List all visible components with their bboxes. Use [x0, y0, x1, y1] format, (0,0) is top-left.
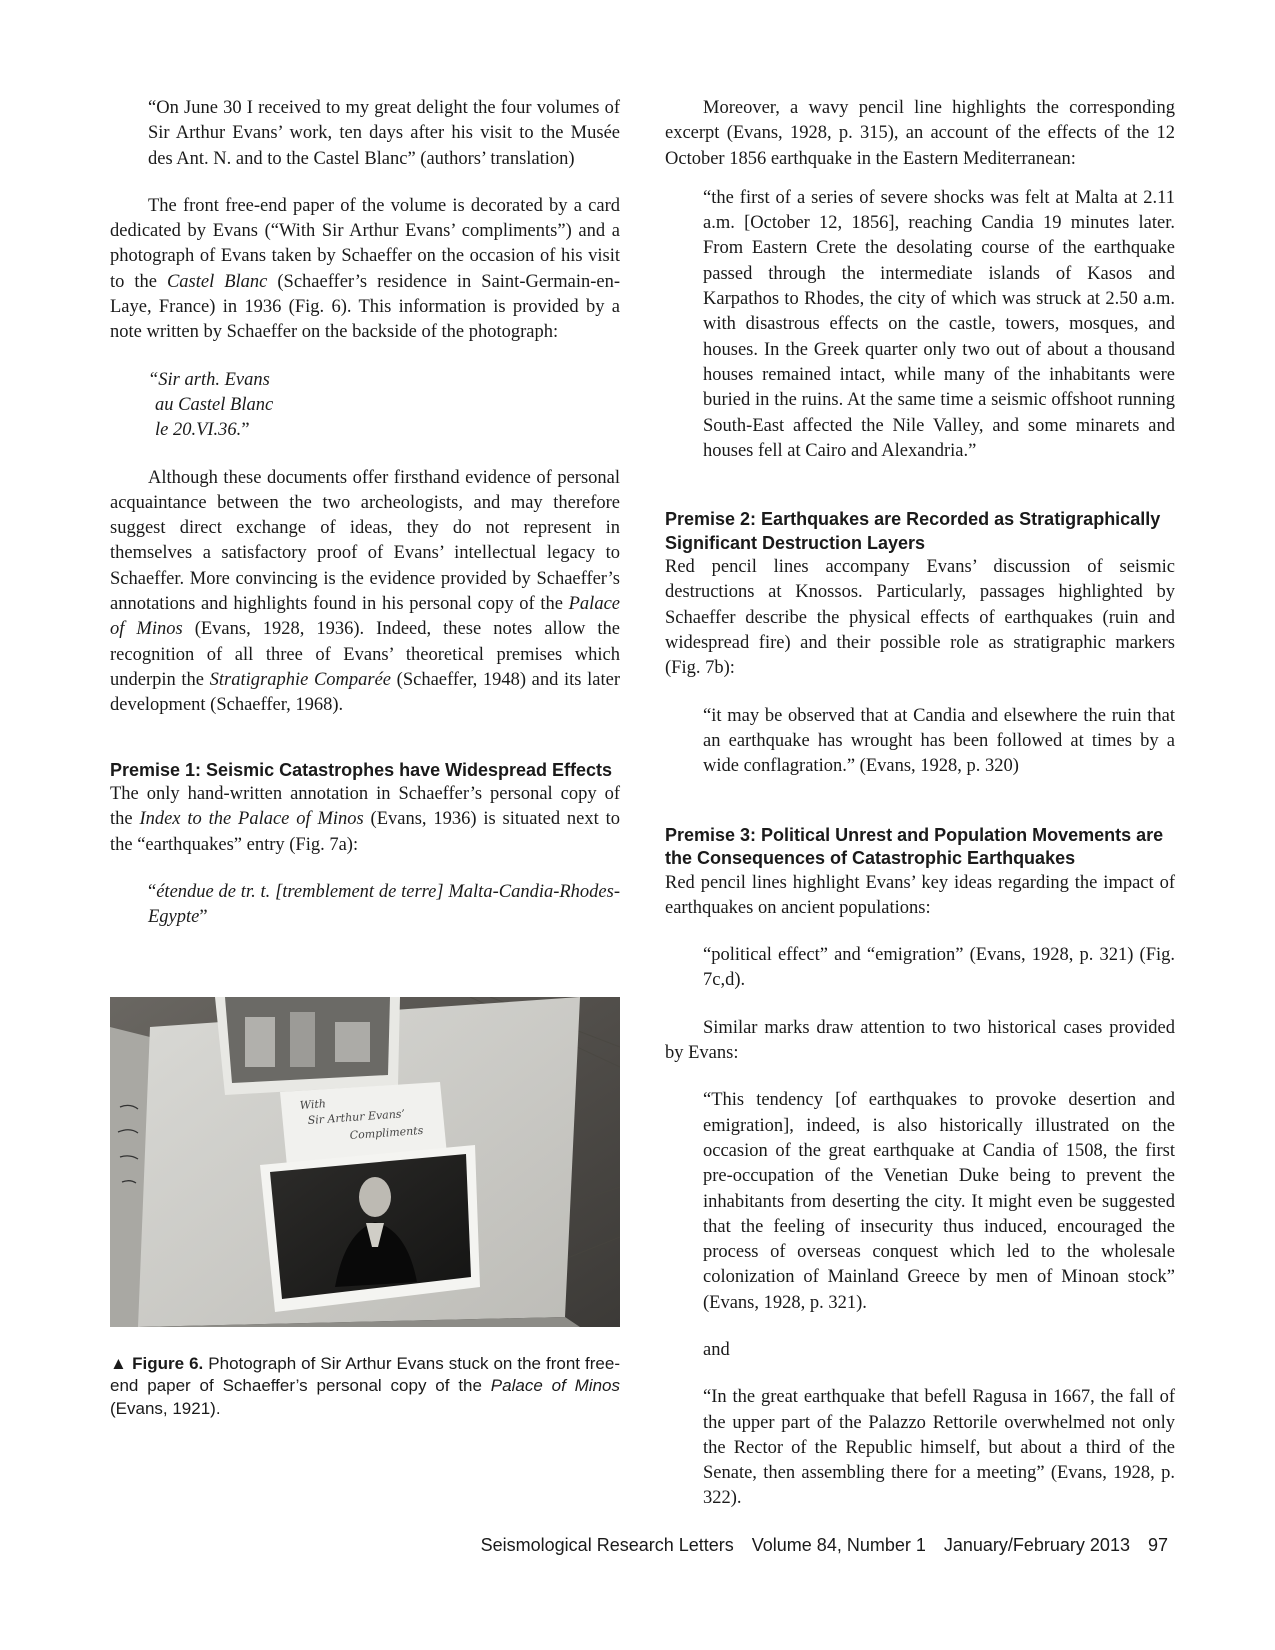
journal-name: Seismological Research Letters — [480, 1535, 734, 1555]
card-text-line: Sir Arthur Evans’ — [307, 1106, 406, 1127]
note-line: “Sir arth. Evans — [148, 369, 270, 390]
italic-run: Index to the Palace of Minos — [139, 809, 364, 830]
block-quote-annotation — [148, 880, 620, 931]
close-quote: ” — [199, 907, 208, 928]
block-quote-photo-note — [148, 368, 620, 444]
note-close-quote: ” — [241, 420, 250, 441]
block-quote-ragusa-1667: “In the great earthquake that befell Ragusa in 1667, the fall of the upper part of the Palazzo Rettorile overwhelmed not only the Rector of the Republic himself, but about a third of the Senate, then assembling there for a meeting” (Evans, 1928, p. 322). — [703, 1387, 1175, 1509]
note-line: au Castel Blanc — [155, 394, 274, 415]
issue-date: January/February 2013 — [943, 1535, 1130, 1555]
italic-run: Palace of Minos — [110, 594, 620, 640]
block-quote-conflagration: “it may be observed that at Candia and elsewhere the ruin that an earthquake has wrought has been followed at times by a wide conflagration.” (Evans, 1928, p. 320) — [703, 705, 1175, 777]
block-quote-intro: “On June 30 I received to my great delight the four volumes of Sir Arthur Evans’ work, ten days after his visit to the Musée des Ant. N. and to the Castel Blanc” (authors’ translation) — [148, 98, 620, 169]
triangle-marker-icon: ▲ — [110, 1353, 128, 1373]
section-heading-premise-3: Premise 3: Political Unrest and Population Movements are the Consequences of Catastrophic Earthquakes — [665, 824, 1164, 869]
block-quote-political-effect: “political effect” and “emigration” (Evans, 1928, p. 321) (Fig. 7c,d). — [703, 945, 1175, 991]
block-quote-1856-earthquake: “the first of a series of severe shocks was felt at Malta at 2.11 a.m. [October 12, 1856], reaching Candia 19 minutes later. From Eastern Crete the desolating course of the earthquake passed through the intermediate islands of Kasos and Karpathos to Rhodes, the city of which was struck at 2.50 a.m. with disastrous effects on the castle, towers, mosques, and houses. In the Greek quarter only two out of about a thousand houses remained intact, while many of the inhabitants were buried in the ruins. At the same time a seismic offshoot running South-East affected the Nile Valley, and some minarets and houses fell at Cairo and Alexandria.” — [703, 187, 1175, 461]
text-run: The front free-end paper of the volume is decorated by a card dedicated by Evans (“With Sir Arthur Evans’ compliments”) and a photograph of Evans taken by Schaeffer on the occasion of his visit to the — [110, 195, 620, 292]
open-quote: “ — [148, 881, 157, 902]
figure-label: Figure 6. — [132, 1353, 204, 1373]
text-run: (Schaeffer, 1948) and its later development (Schaeffer, 1968). — [110, 669, 620, 716]
block-quote-candia-1508: “This tendency [of earthquakes to provoke desertion and emigration], indeed, is also historically illustrated on the occasion of the great earthquake at Candia of 1508, the first pre-occupation of the Venetian Duke being to prevent the inhabitants from deserting the city. It might even be suggested that the feeling of insecurity thus induced, encouraged the process of overseas conquest which led to the wholesale colonization of Mainland Greece by men of Minoan stock” (Evans, 1928, p. 321). — [703, 1090, 1175, 1313]
right-column — [665, 96, 1175, 1512]
section-heading-premise-1: Premise 1: Seismic Catastrophes have Widespread Effects — [110, 759, 613, 780]
section-heading-premise-2: Premise 2: Earthquakes are Recorded as Stratigraphically Significant Destruction Layers — [665, 509, 1161, 553]
text-run: (Evans, 1921). — [110, 1398, 221, 1418]
text-run: (Evans, 1936) is situated next to the “earthquakes” entry (Fig. 7a): — [110, 809, 620, 855]
paragraph-evidence — [110, 466, 620, 719]
paragraph-premise-2: Red pencil lines accompany Evans’ discussion of seismic destructions at Knossos. Particularly, passages highlighted by Schaeffer describe the physical effects of earthquakes (ruin and widespread fire) and their possible role as stratigraphic markers (Fig. 7b): — [665, 557, 1175, 679]
italic-run: Stratigraphie Comparée — [209, 669, 392, 690]
book-photo-illustration — [110, 997, 620, 1327]
evans-face — [359, 1177, 391, 1217]
paragraph-premise-3: Red pencil lines highlight Evans’ key ideas regarding the impact of earthquakes on ancient populations: — [665, 872, 1175, 918]
page-number: 97 — [1147, 1535, 1168, 1555]
left-column — [110, 96, 620, 1420]
italic-run: Castel Blanc — [166, 271, 268, 292]
text-run: The only hand-written annotation in Schaeffer’s personal copy of the — [110, 784, 620, 830]
figure-6-caption — [110, 1353, 620, 1421]
italic-run: étendue de tr. t. [tremblement de terre] Malta-Candia-Rhodes-Egypte — [148, 881, 620, 928]
paragraph-similar-marks: Similar marks draw attention to two historical cases provided by Evans: — [665, 1017, 1175, 1064]
text-run: (Evans, 1928, 1936). Indeed, these notes allow the recognition of all three of Evans’ theoretical premises which underpin the — [110, 619, 620, 690]
text-run: Although these documents offer firsthand evidence of personal acquaintance between the two archeologists, and may therefore suggest direct exchange of ideas, they do not represent in themselves a satisfactory proof of Evans’ intellectual legacy to Schaeffer. More convincing is the evidence provided by Schaeffer’s annotations and highlights found in his personal copy of the — [110, 467, 620, 615]
note-line: le 20.VI.36. — [155, 420, 242, 441]
paragraph-premise-1 — [110, 782, 620, 858]
text-run: Photograph of Sir Arthur Evans stuck on the front free-end paper of Schaeffer’s personal copy of the — [110, 1353, 620, 1396]
page-footer — [110, 1535, 1168, 1556]
paragraph-front-paper — [110, 194, 620, 346]
figure-6-photograph — [110, 997, 620, 1327]
text-run: (Schaeffer’s residence in Saint-Germain-en-Laye, France) in 1936 (Fig. 6). This information is provided by a note written by Schaeffer on the backside of the photograph: — [110, 271, 620, 343]
card-text-line: Compliments — [349, 1123, 424, 1142]
journal-volume: Volume 84, Number 1 — [751, 1535, 926, 1555]
connector-and: and — [703, 1339, 730, 1360]
paragraph-wavy-line: Moreover, a wavy pencil line highlights the corresponding excerpt (Evans, 1928, p. 315), an account of the effects of the 12 October 1856 earthquake in the Eastern Mediterranean: — [665, 98, 1175, 169]
italic-run: Palace of Minos — [490, 1376, 620, 1396]
card-text-line: With — [299, 1096, 327, 1112]
